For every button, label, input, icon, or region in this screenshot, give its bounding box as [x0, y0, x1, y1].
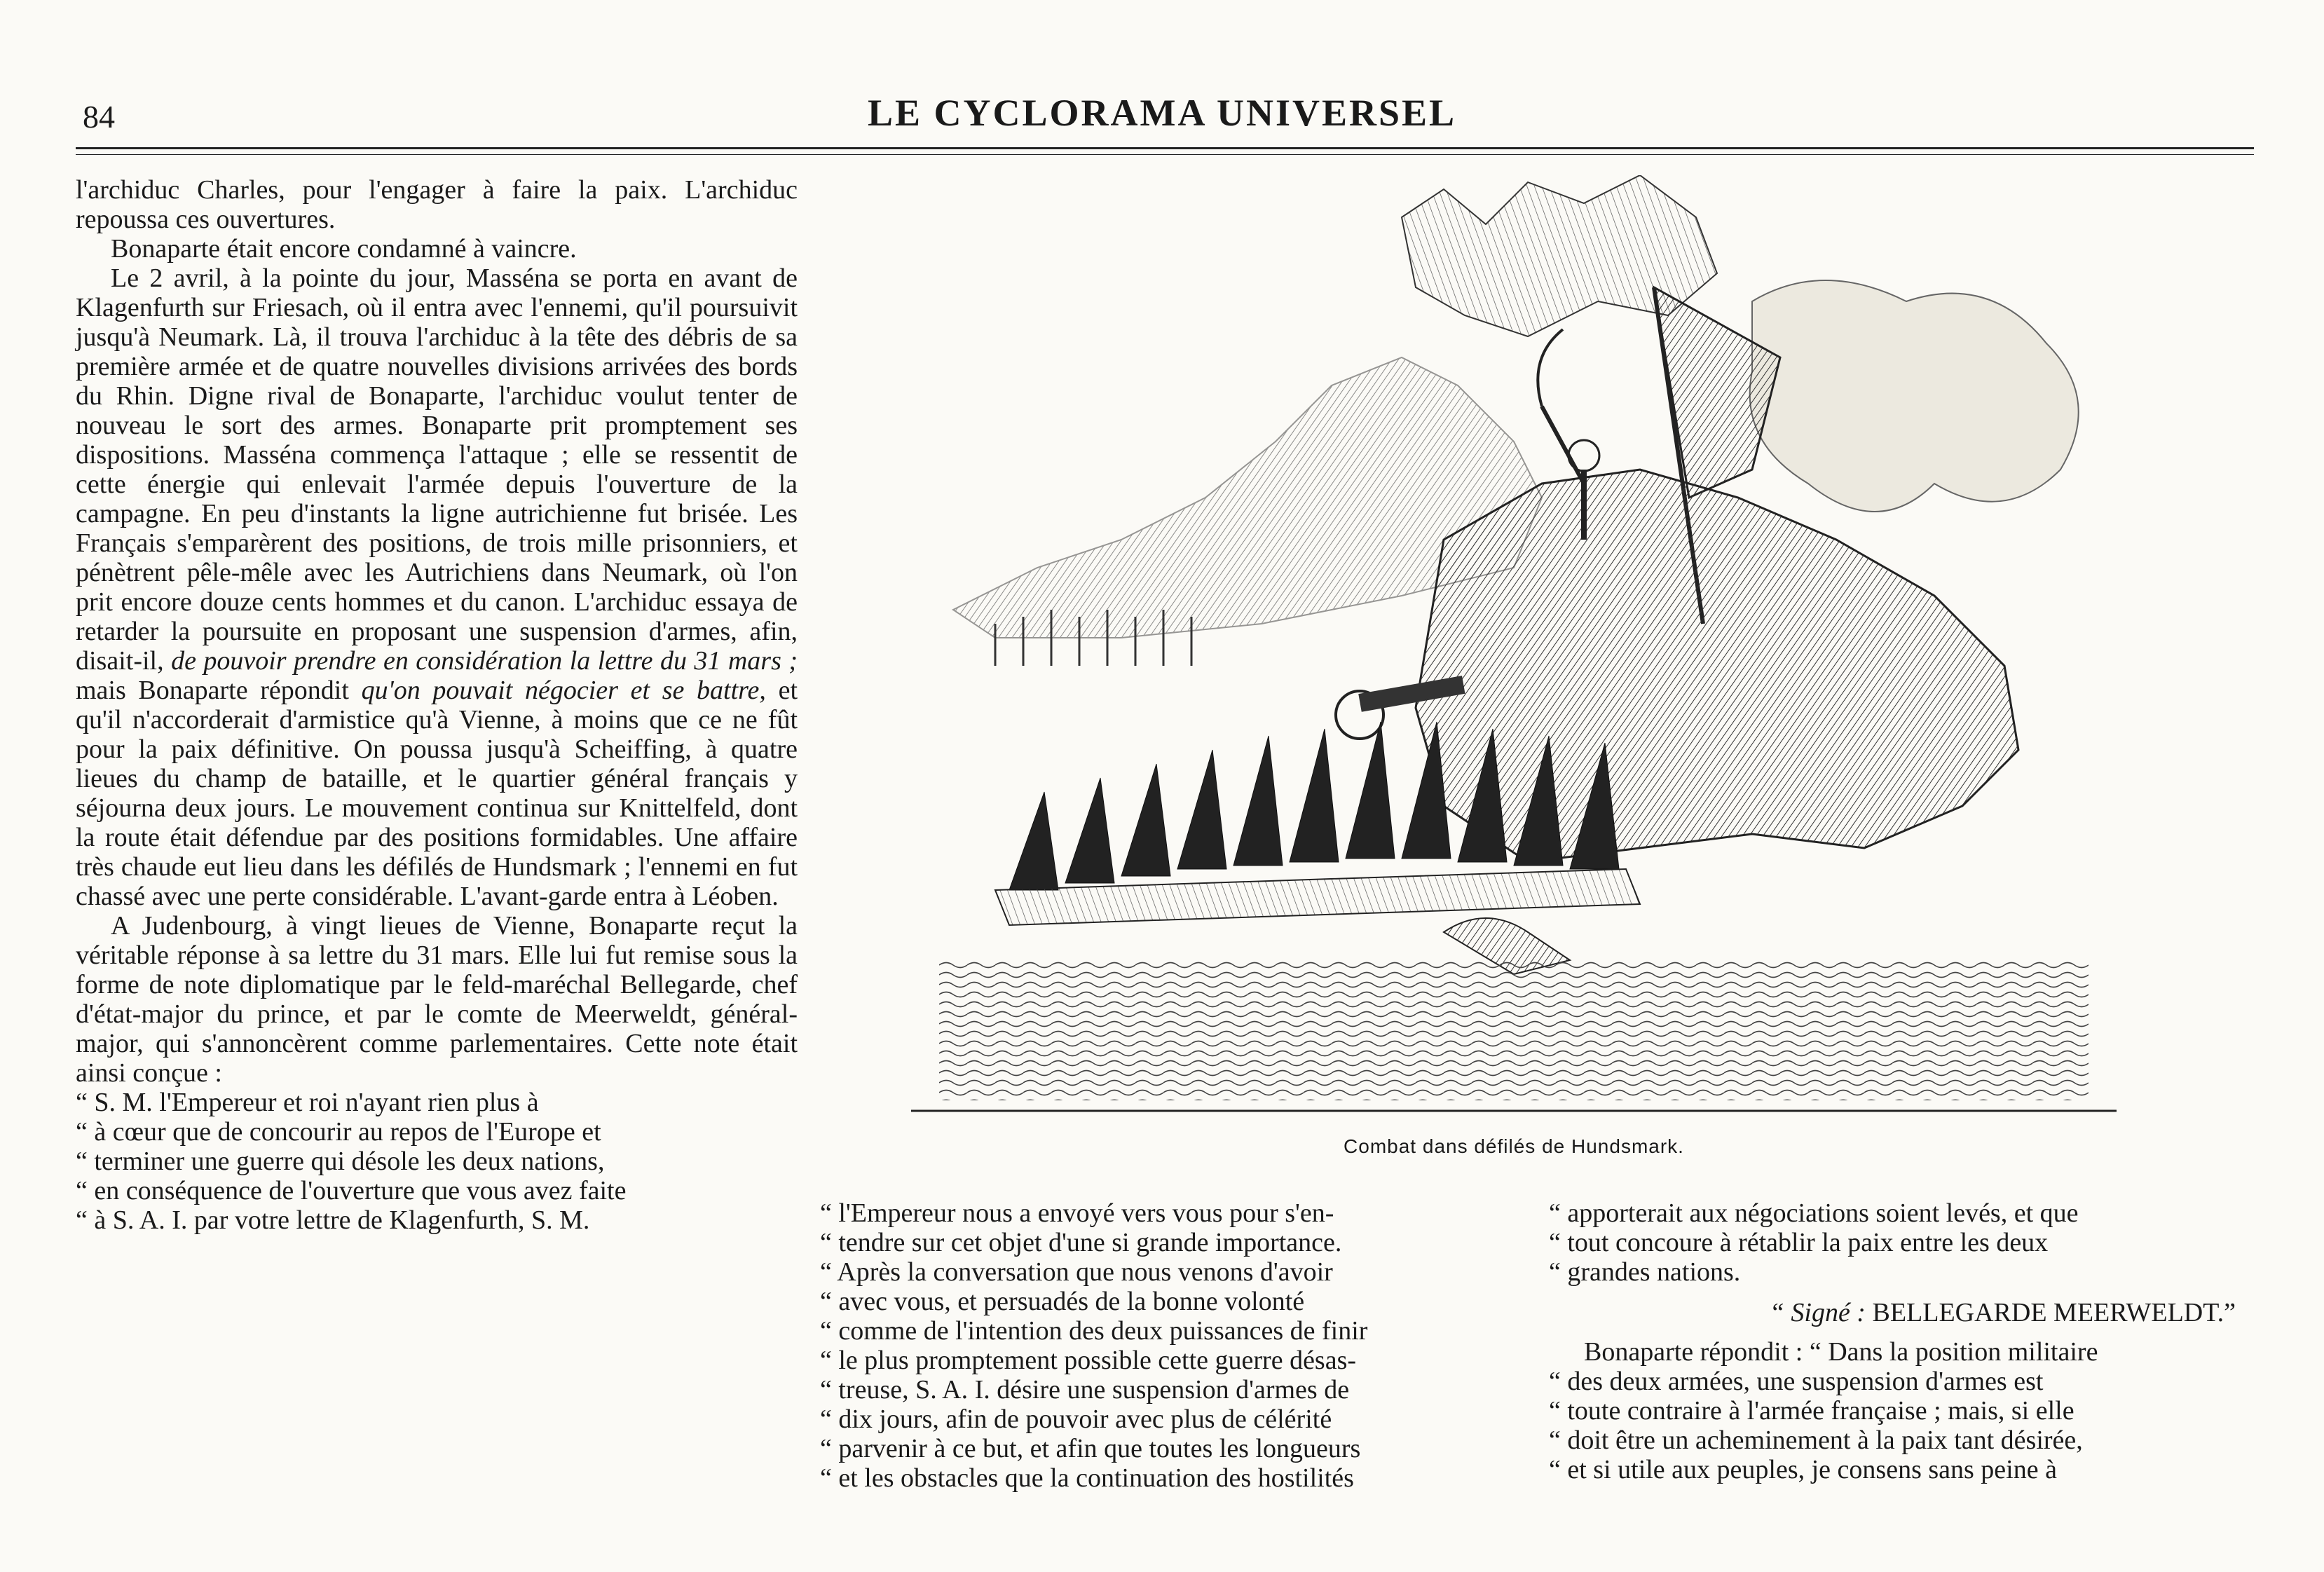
right-column: [1549, 1198, 2257, 1484]
quote-line: “ toute contraire à l'armée française ; mais, si elle: [1549, 1396, 2074, 1426]
left-column: [76, 175, 798, 1235]
quote-line: Bonaparte répondit : “ Dans la position militaire: [1584, 1337, 2098, 1367]
quote-line: “ doit être un acheminement à la paix tant désirée,: [1549, 1426, 2083, 1455]
paragraph: Bonaparte était encore condamné à vaincre.: [111, 234, 577, 264]
paragraph: A Judenbourg, à vingt lieues de Vienne, Bonaparte reçut la véritable réponse à sa lettre du 31 mars. Elle lui fut remise sous la forme de note diplomatique par le feld-maréchal Bellegarde, chef d'état-major du prince, et par le comte de Meerweldt, général-major, qui s'annoncèrent comme parlementaires. Cette note était ainsi conçue :: [76, 911, 798, 1088]
quote-line: “ S. M. l'Empereur et roi n'ayant rien plus à: [76, 1088, 539, 1117]
header-rule-thin: [76, 154, 2254, 155]
italic-quote: de pouvoir prendre en considération la lettre du 31 mars ;: [171, 646, 798, 676]
paragraph: [76, 264, 798, 911]
middle-column: [820, 1198, 1528, 1493]
quote-line: “ tendre sur cet objet d'une si grande importance.: [820, 1228, 1342, 1257]
signature-label: “ Signé :: [1769, 1298, 1866, 1327]
quote-line: “ tout concoure à rétablir la paix entre les deux: [1549, 1228, 2049, 1257]
page-number: 84: [83, 99, 115, 135]
paragraph-text: mais Bonaparte répondit: [76, 676, 349, 705]
quote-line: “ à cœur que de concourir au repos de l'Europe et: [76, 1117, 601, 1147]
quote-line: “ avec vous, et persuadés de la bonne volonté: [820, 1287, 1305, 1316]
quote-line: “ et si utile aux peuples, je consens sans peine à: [1549, 1455, 2057, 1484]
quote-line: “ et les obstacles que la continuation des hostilités: [820, 1463, 1354, 1493]
paragraph: l'archiduc Charles, pour l'engager à faire la paix. L'archiduc repoussa ces ouvertures.: [76, 175, 798, 234]
quote-line: “ des deux armées, une suspension d'armes est: [1549, 1367, 2044, 1396]
quote-line: “ à S. A. I. par votre lettre de Klagenfurth, S. M.: [76, 1205, 590, 1235]
quote-line: “ Après la conversation que nous venons d'avoir: [820, 1257, 1333, 1287]
paragraph-text: et qu'il n'accorderait d'armistice qu'à Vienne, à moins que ce ne fût pour la paix définitive. On poussa jusqu'à Scheiffing, à quatre lieues du champ de bataille, et le quartier général français y séjourna deux jours. Le mouvement continua sur Knittelfeld, dont la route était défendue par des positions formidables. Une affaire très chaude eut lieu dans les défilés de Hundsmark ; l'ennemi en fut chassé avec une perte considérable. L'avant-garde entra à Léoben.: [76, 676, 798, 911]
signature-names: BELLEGARDE MEERWELDT.”: [1872, 1298, 2236, 1327]
quote-line: “ terminer une guerre qui désole les deux nations,: [76, 1147, 605, 1176]
header-rule: [76, 147, 2254, 149]
battle-engraving: [911, 175, 2117, 1114]
quote-line: “ treuse, S. A. I. désire une suspension d'armes de: [820, 1375, 1350, 1404]
italic-quote: qu'on pouvait négocier et se battre,: [361, 676, 766, 705]
quote-line: “ parvenir à ce but, et afin que toutes les longueurs: [820, 1434, 1361, 1463]
quote-line: “ grandes nations.: [1549, 1257, 1741, 1287]
signature: [1549, 1298, 2257, 1327]
paragraph-text: Le 2 avril, à la pointe du jour, Masséna se porta en avant de Klagenfurth sur Friesach, où il entra avec l'ennemi, qu'il poursuivit jusqu'à Neumark. Là, il trouva l'archiduc à la tête des débris de sa première armée et de quatre nouvelles divisions arrivées des bords du Rhin. Digne rival de Bonaparte, l'archiduc voulut tenter de nouveau le sort des armes. Bonaparte prit promptement ses dispositions. Masséna commença l'attaque ; elle se ressentit de cette énergie qui enlevait l'armée depuis l'ouverture de la campagne. En peu d'instants la ligne autrichienne fut brisée. Les Français s'emparèrent des positions, de trois mille prisonniers, et pénètrent pêle-mêle avec les Autrichiens dans Neumark, où l'on prit encore douze cents hommes et du canon. L'archiduc essaya de retarder la poursuite en proposant une suspension d'armes, afin, disait-il,: [76, 264, 798, 676]
quote-line: “ l'Empereur nous a envoyé vers vous pour s'en-: [820, 1198, 1334, 1228]
quote-line: “ apporterait aux négociations soient levés, et que: [1549, 1198, 2079, 1228]
quote-line: “ dix jours, afin de pouvoir avec plus de célérité: [820, 1404, 1332, 1434]
quote-line: “ en conséquence de l'ouverture que vous avez faite: [76, 1176, 627, 1205]
quote-line: “ le plus promptement possible cette guerre désas-: [820, 1346, 1357, 1375]
quote-line: “ comme de l'intention des deux puissances de finir: [820, 1316, 1368, 1346]
running-title: LE CYCLORAMA UNIVERSEL: [867, 92, 1457, 134]
illustration-caption: Combat dans défilés de Hundsmark.: [1344, 1135, 1684, 1157]
